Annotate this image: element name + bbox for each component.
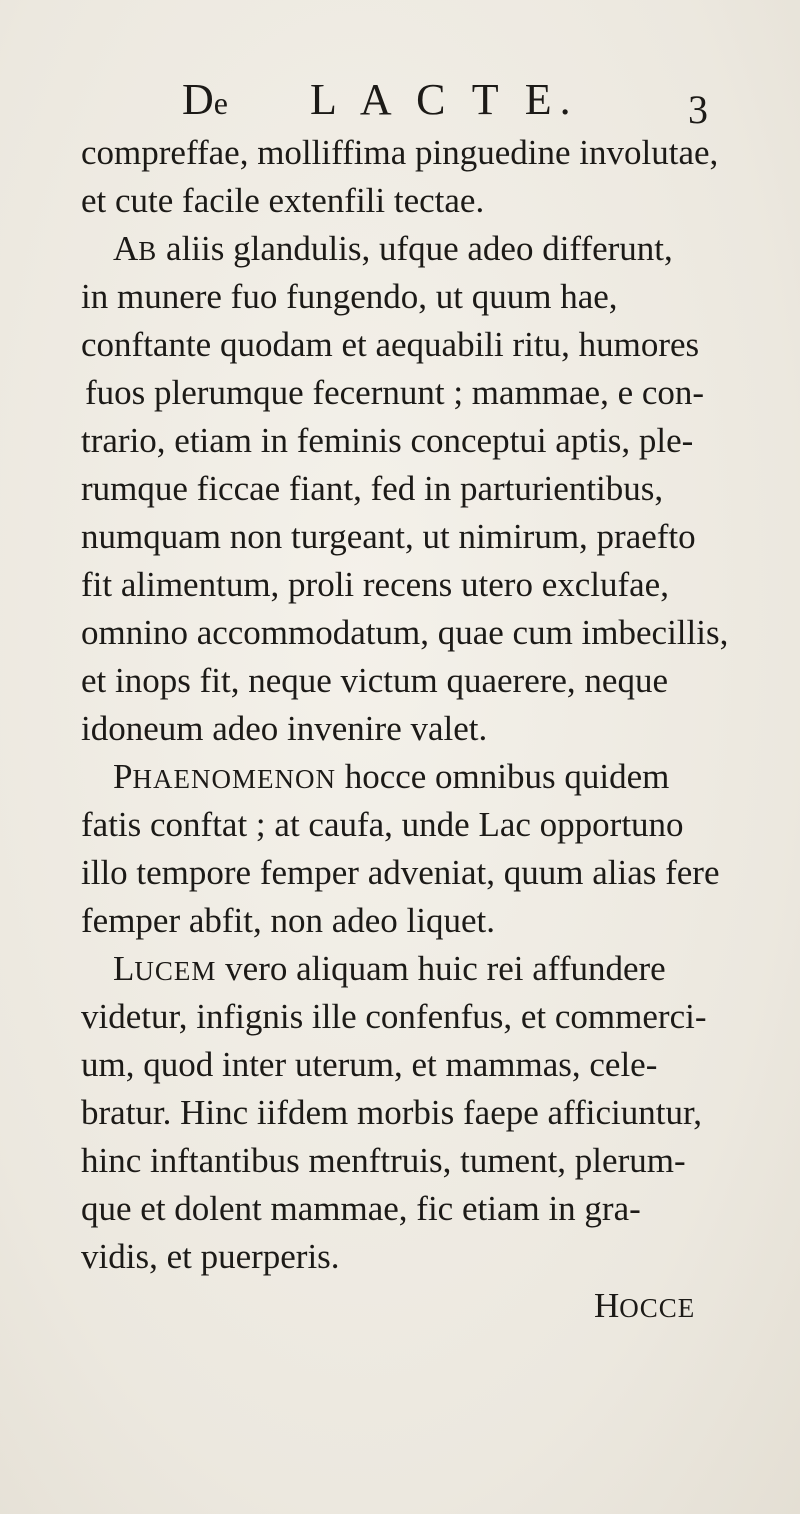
text-line: que et dolent mammae, fic etiam in gra-: [81, 1189, 641, 1228]
text-line: hinc inftantibus menftruis, tument, plerum-: [81, 1141, 686, 1180]
text-line: et inops fit, neque victum quaerere, neque: [81, 661, 669, 700]
text-line: rumque ficcae fiant, fed in parturientibus,: [81, 469, 664, 508]
text-line: illo tempore femper adveniat, quum alias fere: [81, 853, 720, 892]
text-line: in munere fuo fungendo, ut quum hae,: [81, 277, 618, 316]
text-line: um, quod inter uterum, et mammas, cele-: [81, 1045, 658, 1084]
text-line: femper abfit, non adeo liquet.: [81, 901, 496, 940]
text-line: omnino accommodatum, quae cum imbecillis,: [81, 613, 729, 652]
text-line: videtur, infignis ille confenfus, et commerci-: [81, 997, 707, 1036]
text-line: fuos plerumque fecernunt ; mammae, e con-: [85, 373, 705, 412]
text-line: et cute facile extenfili tectae.: [81, 181, 485, 220]
header-de: De: [182, 75, 228, 124]
text-line: conftante quodam et aequabili ritu, humores: [81, 325, 700, 364]
text-line: compreffae, molliffima pinguedine involutae,: [81, 133, 719, 172]
page-number: 3: [688, 87, 708, 132]
text-line: vidis, et puerperis.: [81, 1237, 340, 1276]
text-line: idoneum adeo invenire valet.: [81, 709, 488, 748]
text-line: AB aliis glandulis, ufque adeo differunt,: [113, 229, 673, 268]
text-line: bratur. Hinc iifdem morbis faepe afficiuntur,: [81, 1093, 702, 1132]
text-line: LUCEM vero aliquam huic rei affundere: [113, 949, 666, 988]
text-line: PHAENOMENON hocce omnibus quidem: [113, 757, 670, 796]
text-line: trario, etiam in feminis conceptui aptis, ple-: [81, 421, 694, 460]
text-line: fit alimentum, proli recens utero exclufae,: [81, 565, 669, 604]
running-header: [182, 74, 652, 134]
text-line: fatis conftat ; at caufa, unde Lac opportuno: [81, 805, 684, 844]
text-line: numquam non turgeant, ut nimirum, praefto: [81, 517, 696, 556]
header-lacte: L A C T E.: [310, 75, 579, 124]
catchword: HOCCE: [594, 1286, 696, 1325]
